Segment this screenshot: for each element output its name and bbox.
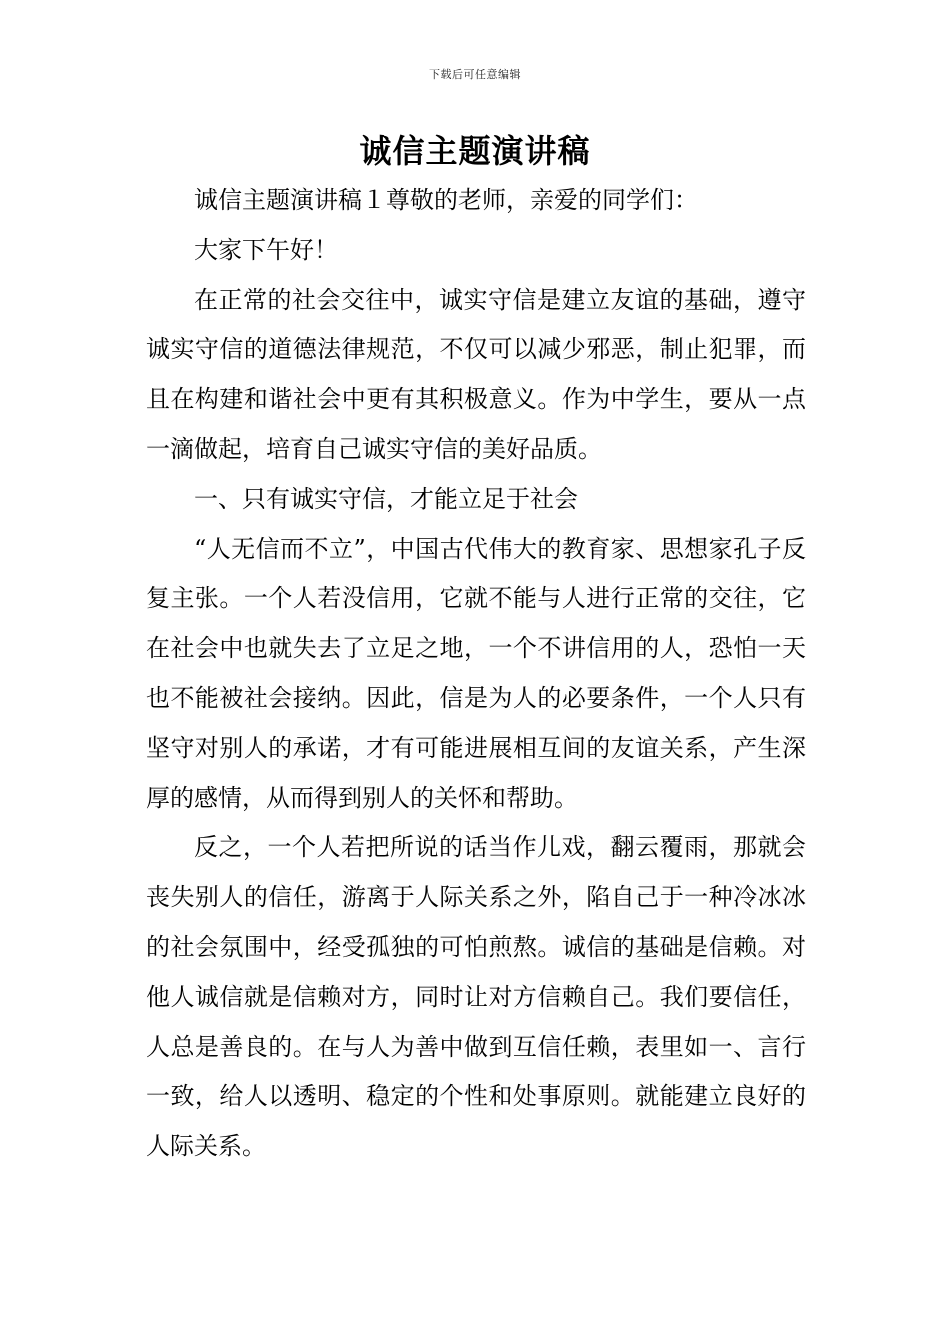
- paragraph-intro: 在正常的社会交往中，诚实守信是建立友谊的基础，遵守诚实守信的道德法律规范，不仅可以减少邪恶，制止犯罪，而且在构建和谐社会中更有其积极意义。作为中学生，要从一点一滴做起，培育自己诚实守信的美好品质。: [146, 285, 806, 463]
- paragraph-confucius: “人无信而不立”，中国古代伟大的教育家、思想家孔子反复主张。一个人若没信用，它就不能与人进行正常的交往，它在社会中也就失去了立足之地，一个不讲信用的人，恐怕一天也不能被社会接纳。因此，信是为人的必要条件，一个人只有坚守对别人的承诺，才有可能进展相互间的友谊关系，产生深厚的感情，从而得到别人的关怀和帮助。: [146, 534, 806, 812]
- header-note: 下载后可任意编辑: [429, 68, 521, 81]
- document-title: 诚信主题演讲稿: [359, 132, 591, 170]
- paragraph-greeting: 诚信主题演讲稿１尊敬的老师，亲爱的同学们：: [194, 186, 698, 214]
- paragraph-conversely: 反之，一个人若把所说的话当作儿戏，翻云覆雨，那就会丧失别人的信任，游离于人际关系之外，陷自己于一种冷冰冰的社会氛围中，经受孤独的可怕煎熬。诚信的基础是信赖。对他人诚信就是信赖对方，同时让对方信赖自己。我们要信任，人总是善良的。在与人为善中做到互信任赖，表里如一、言行一致，给人以透明、稳定的个性和处事原则。就能建立良好的人际关系。: [146, 833, 806, 1161]
- document-body: [146, 176, 806, 1172]
- section-heading: 一、只有诚实守信，才能立足于社会: [194, 484, 578, 513]
- paragraph-salutation: 大家下午好！: [194, 235, 338, 264]
